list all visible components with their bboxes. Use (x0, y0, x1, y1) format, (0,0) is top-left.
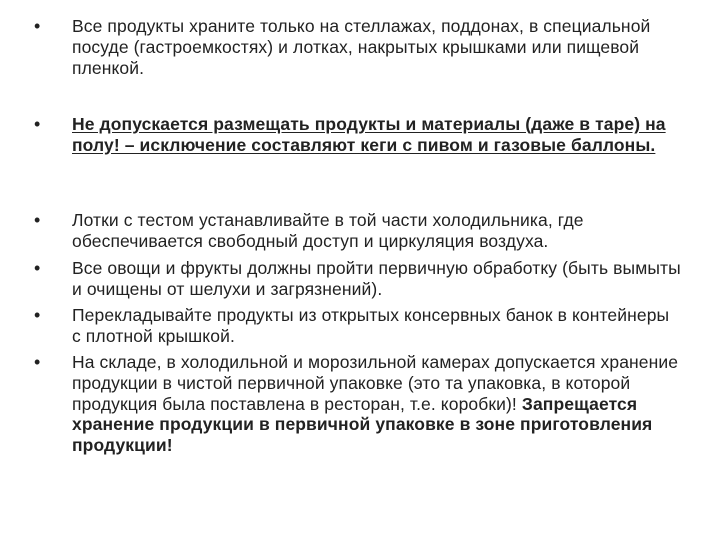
bullet-dot-icon: • (34, 305, 41, 325)
bullet-dot-icon: • (34, 114, 41, 134)
bullet-text: Перекладывайте продукты из открытых консервных банок в контейнеры с плотной крышкой. (72, 305, 670, 346)
bullet-item-canned-goods (32, 305, 682, 347)
bullet-text (72, 352, 682, 456)
bullet-dot-icon: • (34, 258, 41, 278)
bullet-text: Лотки с тестом устанавливайте в той части холодильника, где обеспечивается свободный доступ и циркуляция воздуха. (72, 210, 584, 251)
bullet-dot-icon: • (34, 16, 41, 36)
bullet-item-vegetables (32, 258, 682, 300)
bullet-item-dough-trays (32, 210, 682, 252)
bullet-text-bold-warning: Запрещается хранение продукции в первичной упаковке в зоне приготовления продукции! (72, 393, 653, 456)
bullet-item-primary-packaging (32, 352, 682, 456)
bullet-text-bold-underlined: Не допускается размещать продукты и материалы (даже в таре) на полу! – исключение составляют кеги с пивом и газовые баллоны. (72, 114, 666, 155)
bullet-text-regular: На складе, в холодильной и морозильной камерах допускается хранение продукции в чистой первичной упаковке (это та упаковка, в которой продукция была поставлена в ресторан, т.е. коробки)! (72, 352, 679, 414)
bullet-text: Все продукты храните только на стеллажах, поддонах, в специальной посуде (гастроемкостях) и лотках, накрытых крышками или пищевой пленкой. (72, 16, 651, 78)
bullet-dot-icon: • (34, 352, 41, 372)
bullet-text: Все овощи и фрукты должны пройти первичную обработку (быть вымыты и очищены от шелухи и загрязнений). (72, 258, 681, 299)
bullet-item-floor-prohibition (32, 114, 682, 156)
bullet-dot-icon: • (34, 210, 41, 230)
bullet-item-shelf-storage (32, 16, 682, 78)
